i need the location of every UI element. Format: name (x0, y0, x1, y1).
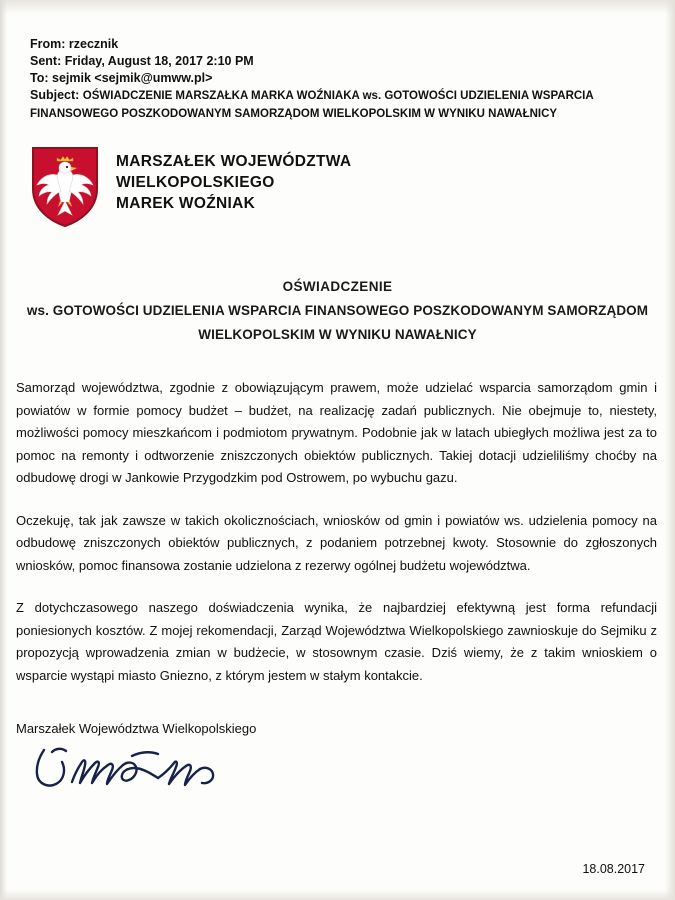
body-paragraph: Oczekuję, tak jak zawsze w takich okolicznościach, wniosków od gmin i powiatów ws. udzielenia pomocy na odbudowę zniszczonych obiektów publicznych, z podaniem potrzebnej kwoty. Stosownie do zgłoszonych wniosków, pomoc finansowa zostanie udzielona z rezerwy ogólnej budżetu województwa. (16, 512, 657, 573)
handwritten-signature-icon (0, 742, 675, 812)
email-to-label: To: (30, 71, 49, 85)
document-date: 18.08.2017 (582, 862, 645, 876)
email-sent-label: Sent: (30, 54, 62, 68)
document-subtitle-line-2: WIELKOPOLSKIM W WYNIKU NAWAŁNICY (198, 327, 477, 342)
letterhead-line-2: WIELKOPOLSKIEGO (116, 174, 275, 191)
page-title: OŚWIADCZENIE (282, 279, 393, 294)
body-paragraph: Samorząd województwa, zgodnie z obowiązującym prawem, może udzielać wsparcia samorządom gmin i powiatów w formie pomocy budżet – budżet, na realizację zadań publicznych. Nie obejmuje to, niestety, możliwości pomocy mieszkańcom i podmiotom prywatnym. Podobnie jak w latach ubiegłych możliwa jest za to pomoc na remonty i odtworzenie zniszczonych obiektów publicznych. Takiej dotacji udzieliliśmy choćby na odbudowę drogi w Jankowie Przygodzkim pod Ostrowem, po wybuchu gazu. (16, 380, 657, 485)
body-paragraph: Z dotychczasowego naszego doświadczenia wynika, że najbardziej efektywną jest forma refundacji poniesionych kosztów. Z mojej rekomendacji, Zarząd Województwa Wielkopolskiego zawnioskuje do Sejmiku z propozycją wprowadzenia zmian w budżecie, w stosownym czasie. Dziś wiemy, że z takim wnioskiem o wsparcie wystąpi miasto Gniezno, z którym jestem w stałym kontakcie. (16, 600, 657, 683)
letterhead-line-3: MAREK WOŹNIAK (116, 195, 256, 212)
document-title-block (0, 275, 675, 347)
email-subject-label: Subject: (30, 88, 80, 102)
document-subtitle-line-1: ws. GOTOWOŚCI UDZIELENIA WSPARCIA FINANSOWEGO POSZKODOWANYM SAMORZĄDOM (26, 303, 649, 318)
email-sent-row (30, 53, 647, 70)
email-from-label: From: (30, 37, 66, 51)
email-subject-row (30, 87, 647, 123)
letterhead (0, 123, 675, 229)
email-from-row (30, 36, 647, 53)
scan-edge-bottom (0, 890, 675, 900)
email-subject-value: OŚWIADCZENIE MARSZAŁKA MARKA WOŹNIAKA ws. GOTOWOŚCI UDZIELENIA WSPARCIA FINANSOWEGO POSZKODOWANYM SAMORZĄDOM WIELKOPOLSKIM W WYNIKU NAWAŁNICY (30, 90, 594, 120)
email-sent-value: Friday, August 18, 2017 2:10 PM (64, 54, 254, 68)
letterhead-line-1: MARSZAŁEK WOJEWÓDZTWA (116, 153, 352, 170)
letterhead-text (116, 145, 351, 214)
polish-eagle-crest-icon (30, 145, 100, 229)
email-from-value: rzecznik (68, 37, 119, 51)
email-to-row (30, 70, 647, 87)
email-to-value: sejmik <sejmik@umww.pl> (52, 71, 213, 85)
email-header (0, 0, 675, 123)
document-body (0, 377, 675, 687)
signature-caption: Marszałek Województwa Wielkopolskiego (16, 721, 257, 736)
